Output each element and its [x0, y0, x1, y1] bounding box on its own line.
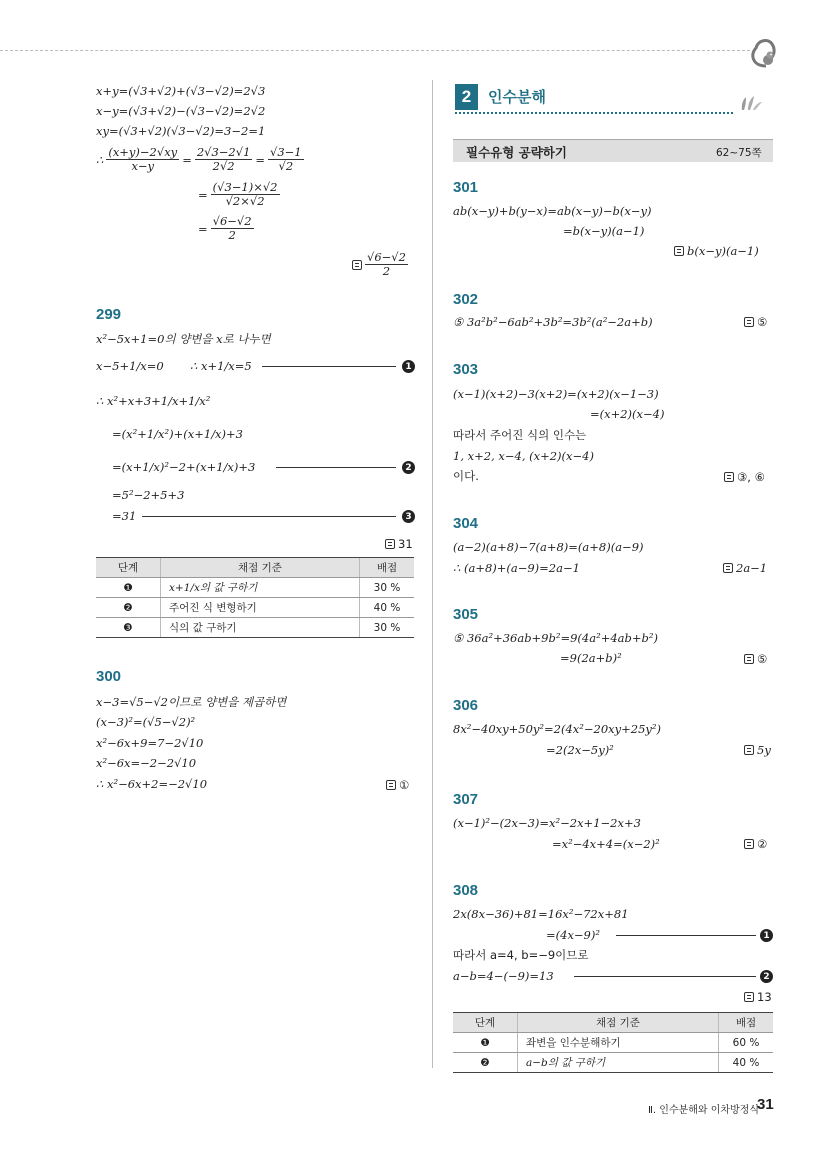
p298-frac-3 [268, 146, 304, 173]
p298-line-3: xy=(√3+√2)(√3−√2)=3−2=1 [96, 124, 266, 138]
col-step: 단계 [453, 1013, 518, 1033]
leader-line [276, 467, 396, 468]
step-marker-2-icon: 2 [402, 461, 415, 474]
p302-line-1: ⑤ 3a²b²−6ab²+3b²=3b²(a²−2a+b) [453, 315, 653, 329]
p305-answer [744, 652, 767, 666]
frac-denominator: √2 [278, 159, 294, 173]
step-cell: ❸ [96, 618, 161, 638]
col-criterion: 채점 기준 [161, 558, 360, 578]
problem-number-306: 306 [453, 697, 479, 714]
page-number: 31 [757, 1096, 774, 1113]
squirrel-mascot-icon [744, 36, 780, 72]
subsection-pages: 62~75쪽 [716, 147, 762, 159]
p298-frac-4 [211, 181, 280, 208]
p301-answer [674, 244, 759, 258]
step-cell: ❷ [453, 1053, 518, 1073]
problem-number-308: 308 [453, 882, 479, 899]
answer-value: b(x−y)(a−1) [687, 244, 759, 258]
p302-answer [744, 315, 767, 329]
col-score: 배점 [360, 558, 415, 578]
p303-line-1: (x−1)(x+2)−3(x+2)=(x+2)(x−1−3) [453, 387, 659, 401]
table-row [96, 618, 414, 638]
answer-icon [744, 745, 754, 755]
p298-line-2: x−y=(√3+√2)−(√3−√2)=2√2 [96, 104, 266, 118]
p304-answer [723, 561, 767, 575]
answer-value: ⑤ [757, 315, 768, 329]
p300-line-4: x²−6x=−2−2√10 [96, 756, 197, 770]
answer-icon [744, 839, 754, 849]
p298-frac-1 [106, 146, 179, 173]
frac-numerator: (√3−1)×√2 [212, 180, 278, 194]
score-cell: 30 % [360, 618, 415, 638]
step-marker-1-icon: 1 [402, 360, 415, 373]
answer-icon [674, 246, 684, 256]
step-cell: ❶ [96, 578, 161, 598]
answer-value: ⑤ [757, 652, 768, 666]
subsection-title: 필수유형 공략하기 [466, 145, 567, 160]
p301-line-1: ab(x−y)+b(y−x)=ab(x−y)−b(x−y) [453, 204, 652, 218]
criterion-cell: x+1/x의 값 구하기 [161, 578, 360, 598]
leader-line [616, 935, 756, 936]
criterion-cell: 주어진 식 변형하기 [161, 598, 360, 618]
step-cell: ❶ [453, 1033, 518, 1053]
p300-answer [386, 778, 409, 792]
p299-line-1: x−5+1/x=0 [96, 359, 164, 373]
answer-icon [385, 539, 395, 549]
frac-denominator: √2×√2 [225, 194, 265, 208]
p299-line-1b: ∴ x+1/x=5 [190, 359, 252, 373]
sprout-icon [738, 93, 764, 111]
step-marker-1-icon: 1 [760, 929, 773, 942]
p304-line-1: (a−2)(a+8)−7(a+8)=(a+8)(a−9) [453, 540, 644, 554]
p303-line-2: =(x+2)(x−4) [590, 407, 665, 421]
p307-line-1: (x−1)²−(2x−3)=x²−2x+1−2x+3 [453, 816, 641, 830]
p301-line-2: =b(x−y)(a−1) [563, 224, 645, 238]
col-step: 단계 [96, 558, 161, 578]
p298-frac-5 [211, 215, 254, 242]
answer-value: 13 [757, 990, 772, 1004]
p307-answer [744, 837, 767, 851]
score-cell: 40 % [719, 1053, 774, 1073]
problem-number-299: 299 [96, 306, 122, 323]
problem-number-300: 300 [96, 668, 122, 685]
p303-line-4: 1, x+2, x−4, (x+2)(x−4) [453, 449, 594, 463]
section-dotted-rule [455, 112, 733, 114]
answer-icon [386, 780, 396, 790]
problem-number-305: 305 [453, 606, 479, 623]
answer-icon [723, 563, 733, 573]
frac-numerator: (x+y)−2√xy [108, 145, 178, 159]
problem-number-301: 301 [453, 179, 479, 196]
answer-value: ① [399, 778, 410, 792]
answer-value: ② [757, 837, 768, 851]
section-number-badge: 2 [455, 84, 478, 110]
step-cell: ❷ [96, 598, 161, 618]
answer-icon [352, 260, 362, 270]
frac-denominator: 2 [228, 228, 236, 242]
table-row [96, 598, 414, 618]
answer-icon [744, 654, 754, 664]
p304-line-2: ∴ (a+8)+(a−9)=2a−1 [453, 561, 580, 575]
problem-number-304: 304 [453, 515, 479, 532]
p299-intro: x²−5x+1=0의 양변을 x로 나누면 [96, 332, 271, 346]
step-marker-2-icon: 2 [760, 970, 773, 983]
p308-line-3: 따라서 a=4, b=−9이므로 [453, 948, 589, 962]
p303-line-3: 따라서 주어진 식의 인수는 [453, 428, 587, 442]
p299-line-6: =31 [112, 509, 137, 523]
problem-number-303: 303 [453, 361, 479, 378]
table-row [453, 1053, 773, 1073]
answer-icon [724, 472, 734, 482]
frac-denominator: 2 [382, 264, 391, 278]
p306-line-1: 8x²−40xy+50y²=2(4x²−20xy+25y²) [453, 722, 662, 736]
frac-numerator: √3−1 [270, 145, 302, 159]
column-divider [432, 80, 433, 1068]
p308-answer [744, 990, 772, 1004]
p299-score-table [96, 557, 414, 638]
p308-line-1: 2x(8x−36)+81=16x²−72x+81 [453, 907, 629, 921]
score-cell: 60 % [719, 1033, 774, 1053]
p307-line-2: =x²−4x+4=(x−2)² [552, 837, 660, 851]
p298-frac-2 [195, 146, 253, 173]
criterion-cell: a−b의 값 구하기 [518, 1053, 719, 1073]
p306-answer [744, 743, 771, 757]
section-title: 인수분해 [488, 88, 546, 106]
leader-line [574, 976, 756, 977]
p298-line-4: ∴ $\frac{(x+y)-2√xy}{x-y}$ = $\frac{2√3-2√1}{2√2}$ = $\frac{√3-1}{√2}$ [96, 145, 302, 173]
table-row [96, 578, 414, 598]
p298-answer [352, 251, 408, 278]
frac-numerator: √6−√2 [212, 214, 252, 228]
footer-chapter-label: Ⅱ. 인수분해와 이차방정식 [648, 1105, 760, 1116]
leader-line [262, 366, 396, 367]
frac-denominator: x−y [131, 159, 155, 173]
answer-icon [744, 992, 754, 1002]
answer-value: 5y [757, 743, 771, 757]
p299-line-5: =5²−2+5+3 [112, 488, 185, 502]
therefore-symbol: ∴ [96, 152, 104, 167]
leader-line [142, 516, 396, 517]
p299-answer [385, 537, 413, 551]
p305-line-2: =9(2a+b)² [560, 651, 622, 665]
p299-line-2: ∴ x²+x+3+1/x+1/x² [96, 394, 211, 408]
frac-numerator: √6−√2 [367, 250, 406, 264]
criterion-cell: 식의 값 구하기 [161, 618, 360, 638]
frac-denominator: 2√2 [212, 159, 235, 173]
p300-line-1: x−3=√5−√2이므로 양변을 제곱하면 [96, 695, 287, 709]
p308-line-4: a−b=4−(−9)=13 [453, 969, 554, 983]
p298-line-6: = $\frac{√6-√2}{2}$ [198, 214, 252, 242]
p308-score-table [453, 1012, 773, 1073]
step-marker-3-icon: 3 [402, 510, 415, 523]
p300-line-2: (x−3)²=(√5−√2)² [96, 715, 196, 729]
score-cell: 30 % [360, 578, 415, 598]
col-criterion: 채점 기준 [518, 1013, 719, 1033]
score-cell: 40 % [360, 598, 415, 618]
p300-line-3: x²−6x+9=7−2√10 [96, 736, 204, 750]
criterion-cell: 좌변을 인수분해하기 [518, 1033, 719, 1053]
p298-answer-frac [365, 251, 408, 278]
p306-line-2: =2(2x−5y)² [546, 743, 614, 757]
table-row [453, 1033, 773, 1053]
p305-line-1: ⑤ 36a²+36ab+9b²=9(4a²+4ab+b²) [453, 631, 658, 645]
p299-line-3: =(x²+1/x²)+(x+1/x)+3 [112, 427, 243, 441]
answer-value: ③, ⑥ [737, 470, 765, 484]
answer-value: 2a−1 [736, 561, 768, 575]
problem-number-307: 307 [453, 791, 479, 808]
col-score: 배점 [719, 1013, 774, 1033]
answer-icon [744, 317, 754, 327]
p300-line-5: ∴ x²−6x+2=−2√10 [96, 777, 208, 791]
answer-value: 31 [398, 537, 413, 551]
p298-line-1: x+y=(√3+√2)+(√3−√2)=2√3 [96, 84, 266, 98]
p303-line-5: 이다. [453, 469, 479, 483]
p308-line-2: =(4x−9)² [546, 928, 600, 942]
problem-number-302: 302 [453, 291, 479, 308]
frac-numerator: 2√3−2√1 [196, 145, 251, 159]
p298-line-5: = $\frac{(√3-1)\times√2}{√2\times√2}$ [198, 180, 278, 208]
p299-line-4: =(x+1/x)²−2+(x+1/x)+3 [112, 460, 256, 474]
top-dashed-rule [0, 50, 750, 51]
p303-answer [724, 470, 765, 484]
